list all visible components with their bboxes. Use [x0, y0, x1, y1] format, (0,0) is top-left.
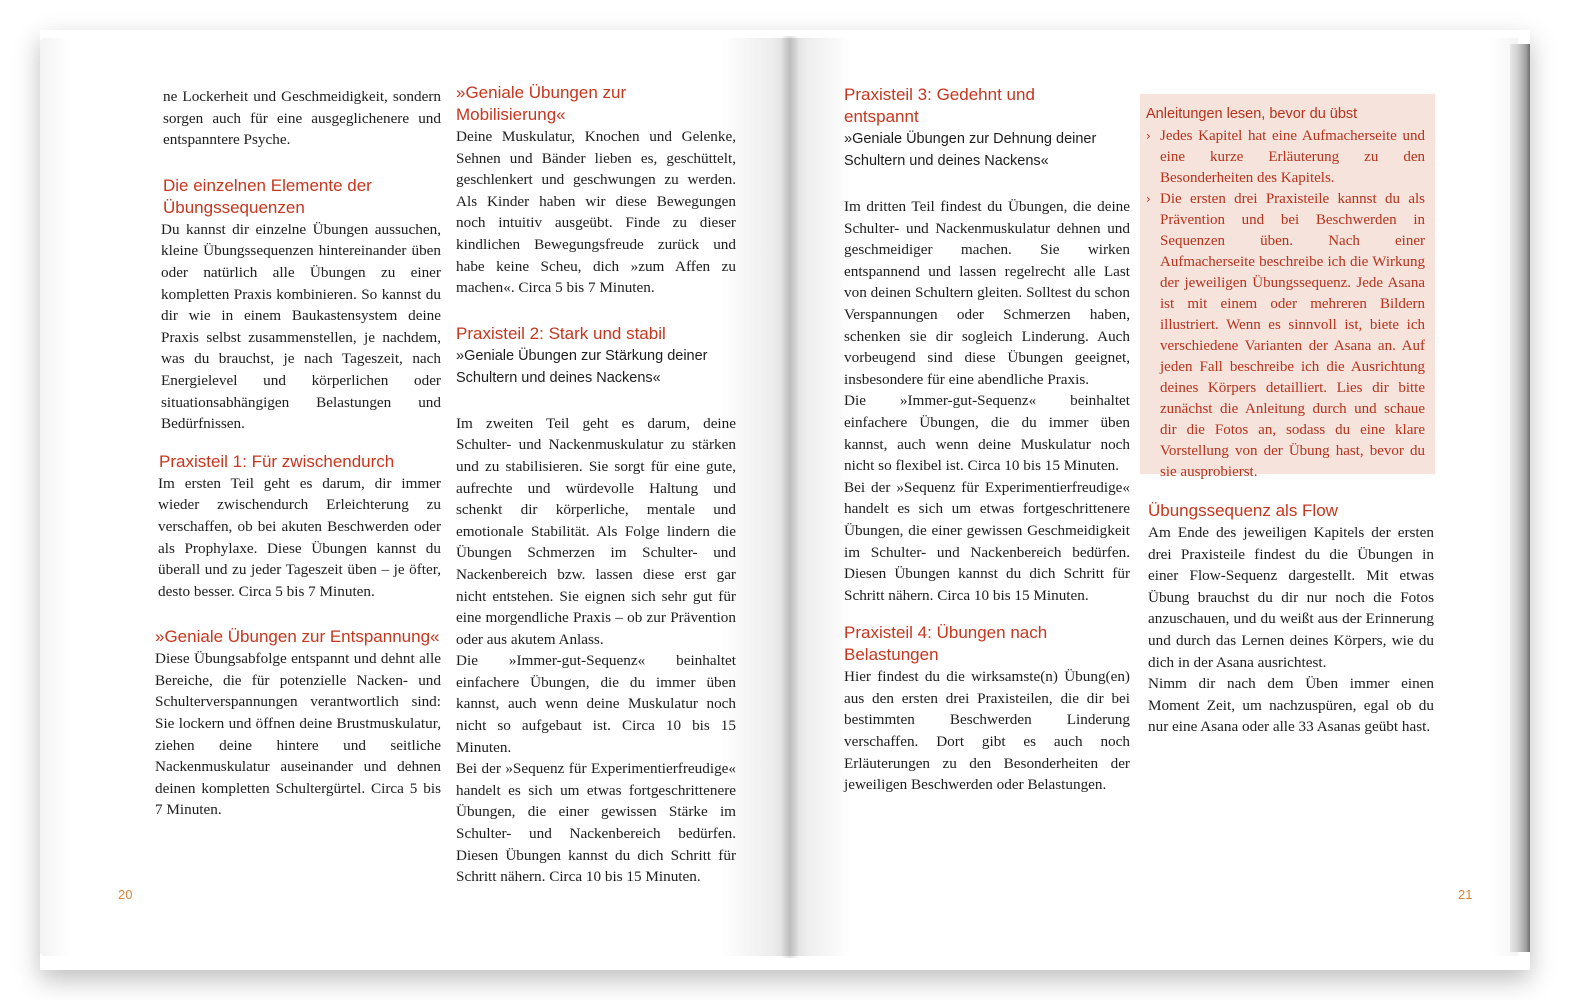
paragraph-mobilisierung: Deine Muskulatur, Knochen und Gelenke, Sehnen und Bänder lieben es, geschüttelt, geschlenkert und geschwungen zu werden. Als Kinder haben wir diese Bewegungen noch intuitiv ausgeübt. Finde zu dieser kindlichen Bewegungsfreude zurück und habe keine Scheu, dich »zum Affen zu machen«. Circa 5 bis 7 Minuten. [456, 128, 736, 297]
info-box-item-1: Jedes Kapitel hat eine Aufmacherseite und eine kurze Erläuterung zu den Besonderheiten des Kapitels. [1160, 128, 1425, 186]
heading-entspannung: »Geniale Übungen zur Entspannung« [155, 627, 440, 647]
page-edge [1510, 44, 1530, 952]
paragraph-praxisteil-2a: Im zweiten Teil geht es darum, deine Schulter- und Nackenmuskulatur zu stärken und zu stabilisieren. Sie sorgt für eine gute, aufrechte und würdevolle Haltung und schenkt dir körperliche, mentale und emotionale Stabilität. Als Folge lindern die Übungen Schmerzen im Schulter- und Nackenbereich bzw. lassen diese erst gar nicht entstehen. Sie eignen sich sehr gut für eine morgendliche Praxis – ob zur Prävention oder aus akutem Anlass. [456, 414, 736, 648]
list-item [1146, 189, 1425, 483]
paragraph-praxisteil-3c: Bei der »Sequenz für Experimentierfreudige« handelt es sich um etwas fortgeschrittenere Übungen, die einer gewissen Geschmeidigkeit im Schulter- und Nackenbereich bedürfen. Diesen Übungen kannst du dich Schritt für Schritt nähern. Circa 10 bis 15 Minuten. [844, 478, 1130, 604]
heading-praxisteil-4: Praxisteil 4: Übungen nach Belastungen [844, 623, 1048, 665]
paragraph-flow-1: Am Ende des jeweiligen Kapitels der ersten drei Praxisteile findest du die Übungen in einer Flow-Sequenz dargestellt. Mit etwas Übung brauchst du dir nur noch die Fotos anzuschauen, und du weißt aus der Erinnerung und durch das Lernen deines Körpers, wie du dich in der Asana ausrichtest. [1148, 524, 1434, 671]
right-column-2 [1148, 500, 1434, 738]
paragraph-praxisteil-2b: Die »Immer-gut-Sequenz« beinhaltet einfachere Übungen, die du immer üben kannst, auch wenn deine Muskulatur noch nicht so aufgebaut ist. Circa 10 bis 15 Minuten. [456, 652, 736, 756]
paragraph-praxisteil-3a: Im dritten Teil findest du Übungen, die deine Schulter- und Nackenmuskulatur dehnen und geschmeidiger machen. Sie wirken entspannend und lassen regelrecht alle Last von deinen Schultern gleiten. Solltest du schon Verspannungen oder Schmerzen haben, schenken sie dir sogleich Linderung. Auch vorbeugend sind diese Übungen geeignet, insbesondere für eine abendliche Praxis. [844, 198, 1130, 388]
right-column-1 [844, 84, 1130, 796]
info-box [1140, 94, 1435, 480]
book-spine [782, 36, 798, 958]
intro-paragraph: ne Lockerheit und Geschmeidigkeit, sondern sorgen auch für eine ausgeglichenere und entspanntere Psyche. [163, 88, 441, 149]
page-number-right: 21 [1458, 887, 1473, 902]
subheading-praxisteil-3: »Geniale Übungen zur Dehnung deiner Schultern und deines Nackens« [844, 131, 1097, 169]
paragraph-elemente: Du kannst dir einzelne Übungen aussuchen, kleine Übungssequenzen hintereinander üben oder natürlich alle Übungen zu einer kompletten Praxis kombinieren. So kannst du dir wie in einem Baukastensystem deine Praxis selbst zusammenstellen, je nachdem, was du brauchst, je nach Tageszeit, nach Energielevel und körperlichen oder situationsabhängigen Belastungen und Bedürfnissen. [161, 220, 441, 433]
heading-elemente: Die einzelnen Elemente der Übungssequenzen [163, 175, 372, 217]
paragraph-praxisteil-2c: Bei der »Sequenz für Experimentierfreudige« handelt es sich um etwas fortgeschrittenere Übungen, die einer gewissen Stärke im Schulter- und Nackenbereich bedürfen. Diesen Übungen kannst du dich Schritt für Schritt nähern. Circa 10 bis 15 Minuten. [456, 760, 736, 886]
heading-praxisteil-2: Praxisteil 2: Stark und stabil [456, 323, 666, 343]
info-box-item-2: Die ersten drei Praxisteile kannst du als Prävention und bei Beschwerden in Sequenzen üben. Nach einer Aufmacherseite beschreibe ich die Wirkung der jeweiligen Übungssequenz. Jede Asana ist mit einem oder mehreren Bildern illustriert. Wenn es sinnvoll ist, biete ich verschiedene Varianten der Asana an. Auf jeden Fall beschreibe ich die Ausrichtung deines Körpers detailliert. Lies dir bitte zunächst die Anleitung durch und schaue dir die Fotos an, sodass du eine klare Vorstellung von der Übung hast, bevor du sie ausprobierst. [1160, 191, 1425, 480]
heading-praxisteil-3: Praxisteil 3: Gedehnt und entspannt [844, 85, 1035, 126]
subheading-praxisteil-2: »Geniale Übungen zur Stärkung deiner Schultern und deines Nackens« [456, 347, 708, 386]
paragraph-praxisteil-4: Hier findest du die wirksamste(n) Übung(en) aus den ersten drei Praxisteilen, die dir bei bestimmten Beschwerden Linderung verschaffen. Dort gibt es auch noch Erläuterungen zu den Besonderheiten der jeweiligen Beschwerden oder Belastungen. [844, 668, 1130, 794]
left-column-2 [456, 82, 736, 888]
heading-mobilisierung: »Geniale Übungen zur Mobilisierung« [456, 83, 627, 124]
chevron-right-icon: › [1146, 129, 1151, 143]
paragraph-praxisteil-1: Im ersten Teil geht es darum, dir immer wieder zwischendurch Erleichterung zu verschaffen, ob bei akuten Beschwerden oder als Prophylaxe. Diese Übungen kannst du überall und zu jeder Tageszeit üben – je öfter, desto besser. Circa 5 bis 7 Minuten. [158, 474, 441, 600]
heading-praxisteil-1: Praxisteil 1: Für zwischendurch [159, 451, 395, 471]
heading-flow: Übungssequenz als Flow [1148, 501, 1338, 520]
paragraph-praxisteil-3b: Die »Immer-gut-Sequenz« beinhaltet einfachere Übungen, die du immer üben kannst, auch wenn deine Muskulatur noch nicht so flexibel ist. Circa 10 bis 15 Minuten. [844, 392, 1130, 475]
paragraph-entspannung: Diese Übungsabfolge entspannt und dehnt alle Bereiche, die für potenzielle Nacken- und Schulterverspannungen verantwortlich sind: Sie lockern und öffnen deine Brustmuskulatur, ziehen deine hintere und seitliche Nackenmuskulatur auseinander und dehnen deinen kompletten Schultergürtel. Circa 5 bis 7 Minuten. [155, 650, 441, 819]
page-number-left: 20 [118, 887, 133, 902]
info-box-list [1146, 126, 1425, 483]
left-column-1 [155, 86, 441, 821]
info-box-title: Anleitungen lesen, bevor du übst [1146, 106, 1358, 122]
paragraph-flow-2: Nimm dir nach dem Üben immer einen Moment Zeit, um nachzuspüren, egal ob du nur eine Asana oder alle 33 Asanas geübt hast. [1148, 675, 1434, 736]
list-item [1146, 126, 1425, 189]
chevron-right-icon: › [1146, 192, 1151, 206]
